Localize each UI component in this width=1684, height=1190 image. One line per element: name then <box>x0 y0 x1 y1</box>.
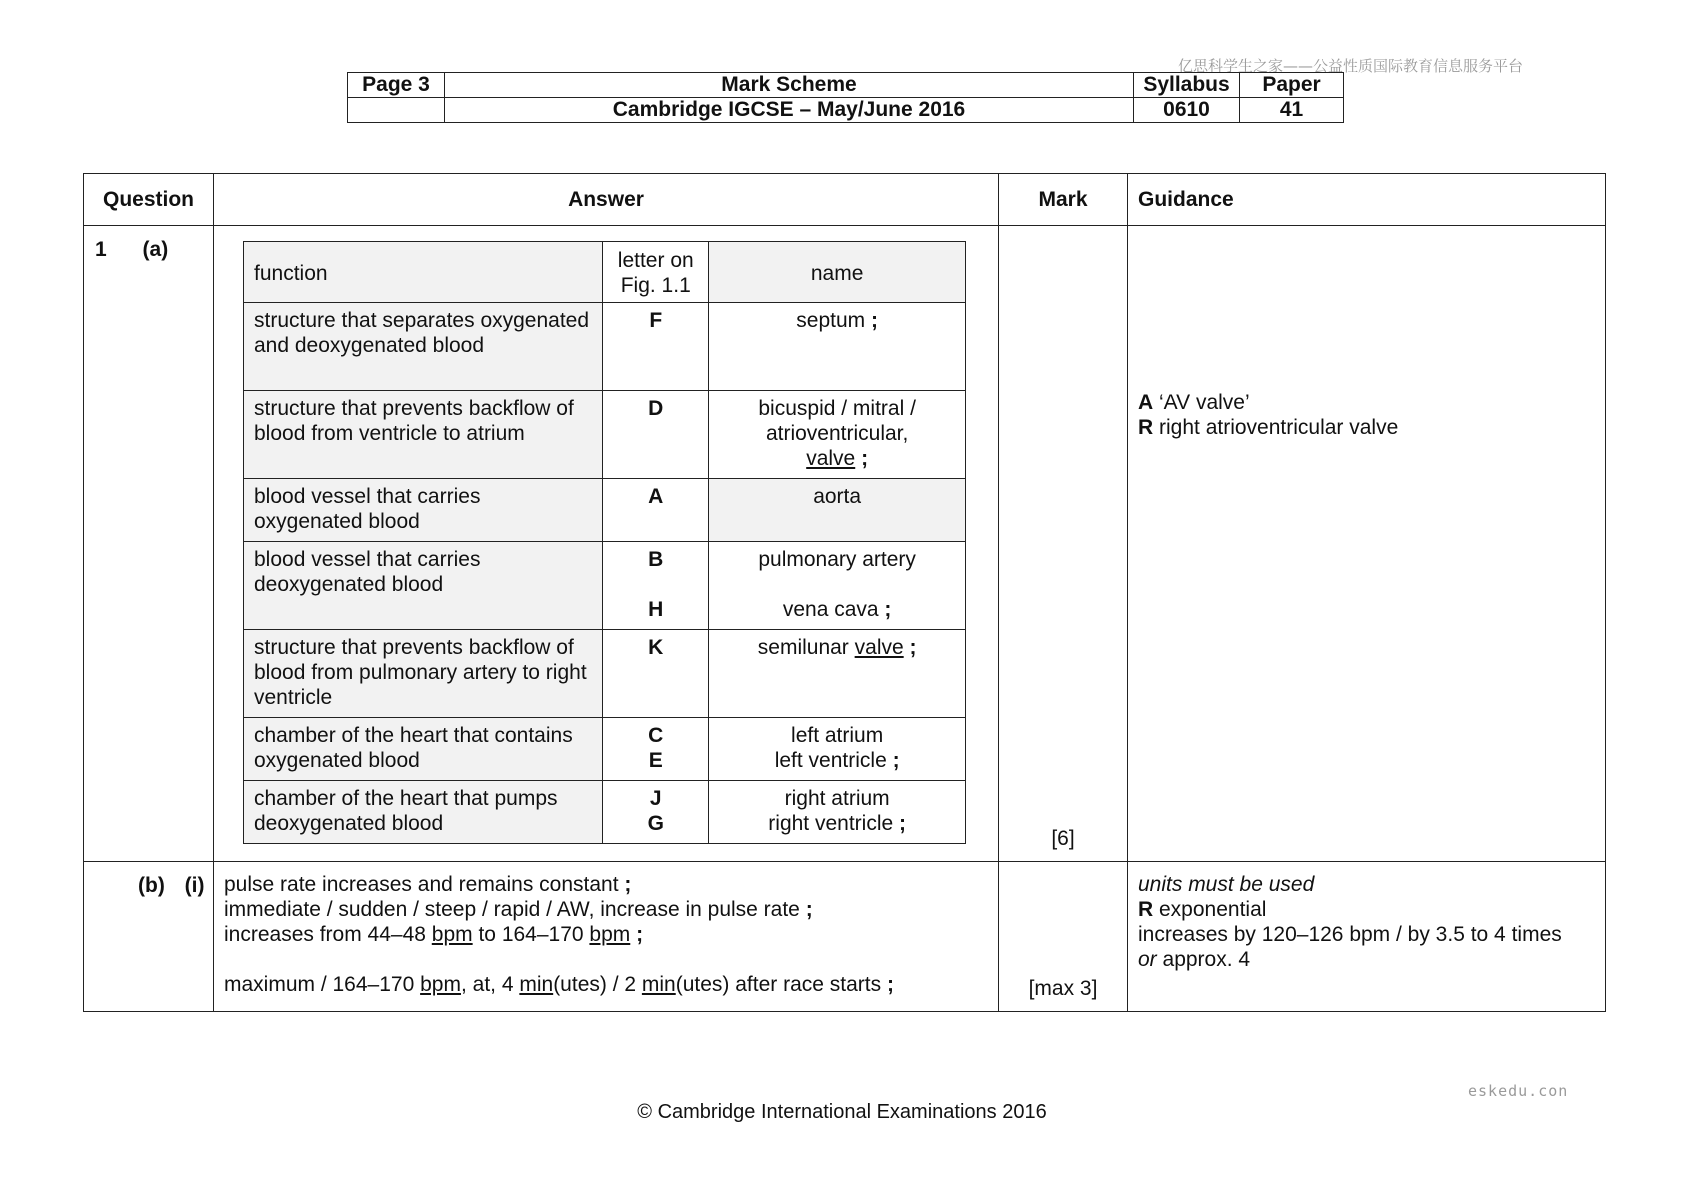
heart-function-table <box>243 241 966 844</box>
question-number: 1 <box>95 238 107 261</box>
semicolon: ; <box>893 812 906 835</box>
semicolon: ; <box>903 636 917 659</box>
row-function: chamber of the heart that contains oxygenated blood <box>244 718 603 781</box>
name-text: pulmonary artery <box>758 548 916 571</box>
semicolon: ; <box>855 447 869 470</box>
approx-text: approx. 4 <box>1156 948 1251 971</box>
name-text: semilunar <box>757 636 855 659</box>
units-note: units must be used <box>1138 873 1315 896</box>
exam-title: Cambridge IGCSE – May/June 2016 <box>445 98 1134 123</box>
row-letter: D <box>603 391 709 479</box>
row-function: blood vessel that carries oxygenated blood <box>244 479 603 542</box>
mark-1a <box>999 226 1128 862</box>
question-1a <box>84 226 214 862</box>
name-text: right atrium <box>784 787 890 810</box>
col-answer: Answer <box>214 174 999 226</box>
reject-label: R <box>1138 416 1154 439</box>
letter-1: J <box>649 787 662 810</box>
mark-1bi <box>999 862 1128 1012</box>
row-name <box>709 781 966 844</box>
reject-label: R <box>1138 898 1154 921</box>
guidance-line-3: increases by 120–126 bpm / by 3.5 to 4 times <box>1138 923 1562 946</box>
watermark-top: 亿思科学生之家——公益性质国际教育信息服务平台 <box>1178 57 1524 75</box>
name-underlined: valve <box>854 636 904 659</box>
question-subpart: (i) <box>184 874 205 897</box>
question-part: (a) <box>142 238 169 261</box>
row-name <box>709 718 966 781</box>
letter-2: G <box>647 812 664 835</box>
question-1bi <box>84 862 214 1012</box>
semicolon: ; <box>799 898 813 921</box>
accept-text: ‘AV valve’ <box>1153 391 1250 414</box>
or-word: or <box>1138 948 1157 971</box>
row-letter: A <box>603 479 709 542</box>
paper-label: Paper <box>1240 73 1344 98</box>
paper-number: 41 <box>1240 98 1344 123</box>
doc-title: Mark Scheme <box>445 73 1134 98</box>
reject-text: exponential <box>1153 898 1267 921</box>
answer-line-4a: maximum / 164–170 <box>224 973 421 996</box>
th-name: name <box>709 242 966 303</box>
answer-line-2: immediate / sudden / steep / rapid / AW, increase in pulse rate <box>224 898 800 921</box>
row-letter <box>603 718 709 781</box>
answer-line-4c: (utes) / 2 <box>553 973 642 996</box>
answer-1bi <box>214 862 999 1012</box>
row-function: structure that separates oxygenated and deoxygenated blood <box>244 303 603 391</box>
name-text-2: vena cava <box>782 598 879 621</box>
row-letter <box>603 781 709 844</box>
letter-1: B <box>648 548 664 571</box>
semicolon: ; <box>881 973 894 996</box>
answer-line-1: pulse rate increases and remains constant <box>224 873 619 896</box>
answer-line-3b: to 164–170 <box>472 923 590 946</box>
row-function: structure that prevents backflow of blood from ventricle to atrium <box>244 391 603 479</box>
unit-min: min <box>641 973 676 996</box>
row-function: structure that prevents backflow of blood from pulmonary artery to right ventricle <box>244 630 603 718</box>
unit-min: min <box>519 973 554 996</box>
copyright-footer: © Cambridge International Examinations 2016 <box>637 1101 1047 1123</box>
letter-2: E <box>648 749 663 772</box>
page-number: Page 3 <box>348 73 445 98</box>
row-letter: K <box>603 630 709 718</box>
name-underlined: valve <box>806 447 856 470</box>
name-text-2: right ventricle <box>768 812 894 835</box>
row-name <box>709 630 966 718</box>
name-text-2: left ventricle <box>774 749 887 772</box>
semicolon: ; <box>886 749 900 772</box>
reject-text: right atrioventricular valve <box>1153 416 1399 439</box>
letter-2: H <box>648 598 664 621</box>
mark-value: [max 3] <box>1028 977 1098 1000</box>
row-name: aorta <box>709 479 966 542</box>
answer-line-4d: (utes) after race starts <box>675 973 882 996</box>
name-text: bicuspid / mitral / atrioventricular, <box>758 397 916 445</box>
guidance-1a <box>1128 226 1606 862</box>
answer-line-4b: , at, 4 <box>460 973 520 996</box>
semicolon: ; <box>878 598 892 621</box>
row-name <box>709 542 966 630</box>
semicolon: ; <box>618 873 632 896</box>
row-function: chamber of the heart that pumps deoxygenated blood <box>244 781 603 844</box>
unit-bpm: bpm <box>589 923 631 946</box>
row-letter <box>603 542 709 630</box>
mark-value: [6] <box>1051 827 1075 850</box>
unit-bpm: bpm <box>420 973 461 996</box>
answer-line-3a: increases from 44–48 <box>224 923 432 946</box>
semicolon: ; <box>630 923 644 946</box>
col-question: Question <box>84 174 214 226</box>
semicolon: ; <box>865 309 878 332</box>
unit-bpm: bpm <box>431 923 473 946</box>
question-part: (b) <box>138 874 165 897</box>
row-letter: F <box>603 303 709 391</box>
th-function: function <box>244 242 603 303</box>
syllabus-code: 0610 <box>1134 98 1240 123</box>
accept-label: A <box>1138 391 1154 414</box>
letter-1: C <box>648 724 664 747</box>
row-name <box>709 391 966 479</box>
th-letter: letter on Fig. 1.1 <box>603 242 709 303</box>
col-guidance: Guidance <box>1128 174 1606 226</box>
name-text: left atrium <box>791 724 884 747</box>
watermark-bottom: eskedu.con <box>1468 1082 1569 1100</box>
row-name <box>709 303 966 391</box>
name-text: septum <box>796 309 866 332</box>
row-function: blood vessel that carries deoxygenated blood <box>244 542 603 630</box>
header-table <box>347 72 1344 123</box>
guidance-1bi <box>1128 862 1606 1012</box>
header-empty <box>348 98 445 123</box>
answer-1a <box>214 226 999 862</box>
col-mark: Mark <box>999 174 1128 226</box>
mark-scheme-table <box>83 173 1606 1012</box>
syllabus-label: Syllabus <box>1134 73 1240 98</box>
